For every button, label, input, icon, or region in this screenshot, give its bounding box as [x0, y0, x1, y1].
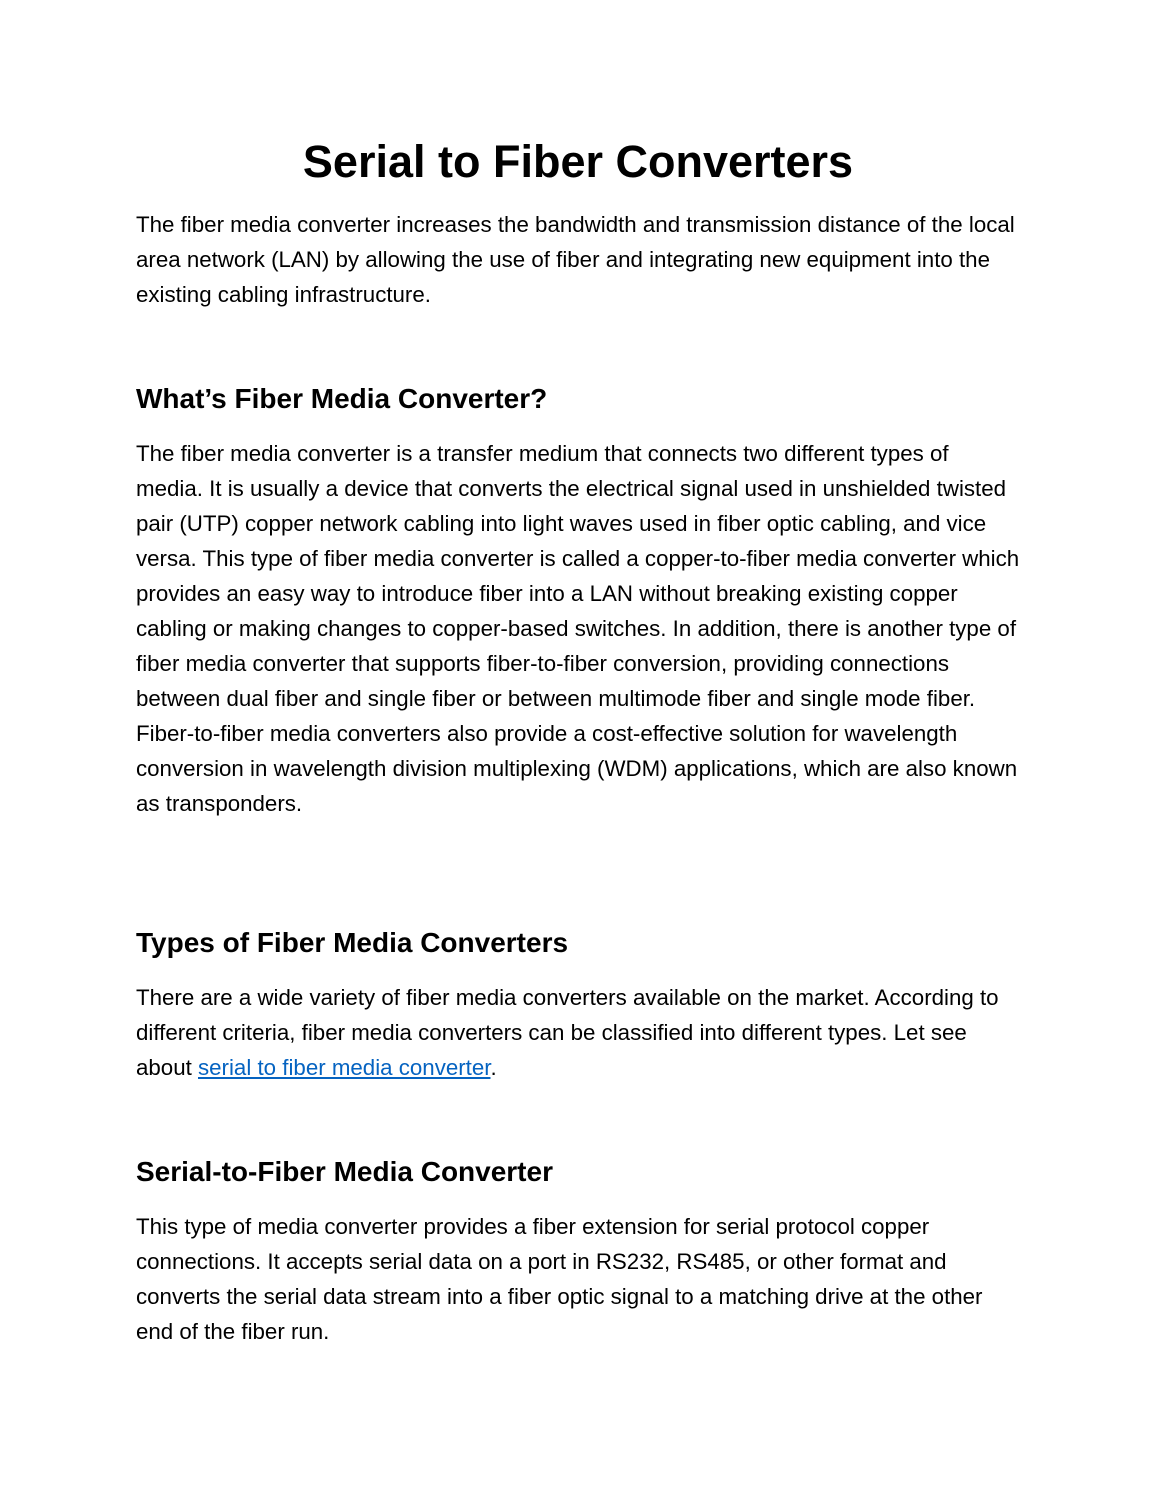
section-heading-serial-to-fiber: Serial-to-Fiber Media Converter [136, 1156, 553, 1187]
serial-to-fiber-link[interactable]: serial to fiber media converter [198, 1055, 491, 1080]
section-paragraph-serial-to-fiber: This type of media converter provides a fiber extension for serial protocol copper connections. It accepts serial data on a port in RS232, RS485, or other format and converts the serial data stream into a fiber optic signal to a matching drive at the other end of the fiber run. [136, 1214, 983, 1344]
intro-paragraph: The fiber media converter increases the bandwidth and transmission distance of the local area network (LAN) by allowing the use of fiber and integrating new equipment into the existing cabling infrastructure. [136, 212, 1015, 307]
section-paragraph-types [136, 980, 1020, 1085]
types-text-before-link: There are a wide variety of fiber media converters available on the market. According to different criteria, fiber media converters can be classified into different types. Let see about [136, 985, 999, 1080]
section-heading-what-is: What’s Fiber Media Converter? [136, 383, 548, 414]
page-title: Serial to Fiber Converters [302, 136, 854, 187]
types-text-after-link: . [490, 1055, 497, 1080]
section-paragraph-what-is: The fiber media converter is a transfer medium that connects two different types of media. It is usually a device that converts the electrical signal used in unshielded twisted pair (UTP) copper network cabling into light waves used in fiber optic cabling, and vice versa. This type of fiber media converter is called a copper-to-fiber media converter which provides an easy way to introduce fiber into a LAN without breaking existing copper cabling or making changes to copper-based switches. In addition, there is another type of fiber media converter that supports fiber-to-fiber conversion, providing connections between dual fiber and single fiber or between multimode fiber and single mode fiber. Fiber-to-fiber media converters also provide a cost-effective solution for wavelength conversion in wavelength division multiplexing (WDM) applications, which are also known as transponders. [136, 441, 1020, 816]
section-heading-types: Types of Fiber Media Converters [136, 927, 569, 958]
